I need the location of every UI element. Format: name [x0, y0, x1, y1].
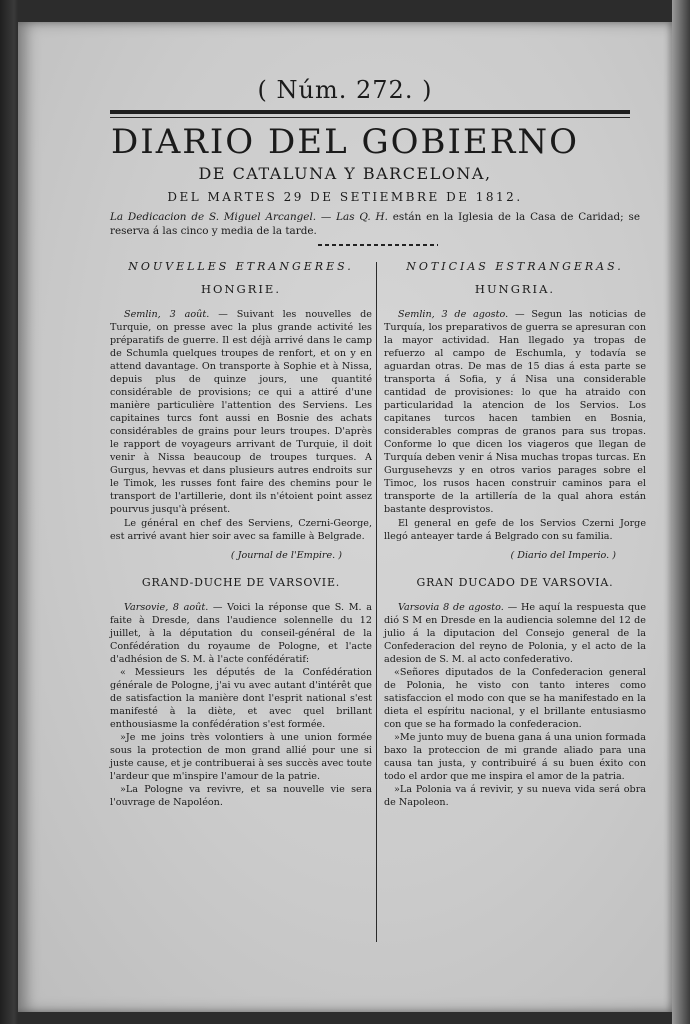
- dedication-notice: [110, 210, 640, 238]
- newspaper-page: [18, 22, 672, 1012]
- spanish-quote-1: «Señores diputados de la Confederacion general de Polonia, he visto con tanto interes como satisfaccion el modo con que se ha manifestado en la dieta el espíritu nacional, y el brillante entusiasmo con que se ha formado la confederacion.: [384, 667, 646, 730]
- page-edge-shadow: [672, 0, 690, 1024]
- spanish-article-hungria-text: — Segun las noticias de Turquía, los preparativos de guerra se apresuran con la mayor actividad. Han llegado ya tropas de refuerzo al campo de Eschumla, y todavía se aguardan otras. De mas de 15 dias á esta parte se transporta á Sofia, y á Nisa una considerable cantidad de provisiones: lo que ha atraido con particularidad la atencion de los Servios. Los capitanes turcos hacen tambien en Bosnia, considerables compras de granos para sus tropas. Conforme lo que dicen los viageros que llegan de Turquía deben venir á Nisa muchas tropas turcas. En Gurgusehevzs y en otros varios parages sobre el Timoc, los rusos hacen construir caminos para el transporte de la artillería de la qual ahora están bastante desprovistos.: [384, 309, 646, 515]
- spanish-article-varsovia: [384, 601, 646, 666]
- french-dateline-varsovie: Varsovie, 8 août.: [124, 602, 209, 613]
- spanish-source-1: ( Diario del Imperio. ): [510, 550, 616, 561]
- french-quote-2: »Je me joins très volontiers à une union formée sous la protection de mon grand allié pour une si juste cause, et je contribuerai à ses succès avec toute l'ardeur que m'inspire l'amour de la patrie.: [110, 732, 372, 782]
- spanish-quote-2: »Me junto muy de buena gana á una union formada baxo la proteccion de mi grande aliado para una causa tan justa, y contribuiré á su buen éxito con todo el ardor que me inspira el amor de la patria.: [384, 732, 646, 782]
- french-article-hungary: [110, 308, 372, 516]
- dedication-lead: La Dedicacion de S. Miguel Arcangel. — Las Q. H.: [110, 211, 388, 223]
- french-source-1: ( Journal de l'Empire. ): [230, 550, 342, 561]
- spanish-quote-3: »La Polonia va á revivir, y su nueva vida será obra de Napoleon.: [384, 784, 646, 808]
- header-rule-thick: [110, 110, 630, 114]
- french-article-varsovie-text: — Voici la réponse que S. M. a faite à Dresde, dans l'audience solennelle du 12 juillet, à la députation du conseil-général de la Confédération du royaume de Pologne, et l'acte d'adhésion de S. M. à l'acte confédératif:: [110, 602, 372, 665]
- french-article-varsovie: [110, 601, 372, 666]
- spanish-dateline-semlin: Semlin, 3 de agosto.: [398, 309, 509, 320]
- french-article-hungary-text: — Suivant les nouvelles de Turquie, on presse avec la plus grande activité les préparatifs de guerre. Il est déjà arrivé dans le camp de Schumla quelques troupes de renfort, et on y en attend davantage. On transporte à Sophie et à Nissa, depuis plus de quinze jours, une quantité considérable de provisions; ce qui a attiré d'une manière particulière l'attention des Serviens. Les capitaines turcs font aussi en Bosnie des achats considérables de grains pour leurs troupes. D'après le rapport de voyageurs arrivant de Turquie, il doit venir à Nissa beaucoup de troupes turques. A Gurgus, hevvas et dans plusieurs autres endroits sur le Timok, les russes font faire des chemins pour le transport de l'artillerie, dont ils n'étoient point assez pourvus jusqu'à présent.: [110, 309, 372, 515]
- spanish-country-heading: HUNGRIA.: [474, 282, 556, 296]
- spanish-dateline-varsovia: Varsovia 8 de agosto.: [398, 602, 504, 613]
- spanish-article-czerni: El general en gefe de los Servios Czerni Jorge llegó anteayer tarde á Belgrado con su familia.: [384, 518, 646, 542]
- spanish-article-hungria: [384, 308, 646, 516]
- dedication-text: están en la Iglesia de la Casa de Caridad; se reserva á las cinco y media de la tarde.: [110, 211, 640, 237]
- spanish-section-title: NOTICIAS ESTRANGERAS.: [406, 260, 624, 273]
- french-dateline-semlin: Semlin, 3 août.: [124, 309, 210, 320]
- french-article-czerni: Le général en chef des Serviens, Czerni-George, est arrivé avant hier soir avec sa famille à Belgrade.: [110, 518, 372, 542]
- french-section-title: NOUVELLES ETRANGERES.: [128, 260, 354, 273]
- spanish-column: [384, 260, 646, 809]
- newspaper-subtitle: DE CATALUNA Y BARCELONA,: [198, 164, 492, 183]
- french-heading-varsovie: GRAND-DUCHE DE VARSOVIE.: [141, 576, 341, 589]
- issue-date: DEL MARTES 29 DE SETIEMBRE DE 1812.: [167, 190, 523, 204]
- french-quote-3: »La Pologne va revivre, et sa nouvelle vie sera l'ouvrage de Napoléon.: [110, 784, 372, 808]
- french-quote-1: « Messieurs les députés de la Confédération générale de Pologne, j'ai vu avec autant d'intérêt que de satisfaction la manière dont l'esprit national s'est manifesté à la diète, et avec quel brillant enthousiasme la confédération s'est formée.: [110, 667, 372, 730]
- issue-number: ( Núm. 272. ): [257, 76, 433, 104]
- spanish-article-varsovia-text: — He aquí la respuesta que dió S M en Dresde en la audiencia solemne del 12 de julio á la diputacion del Consejo general de la Confederacion del reyno de Polonia, y el acto de la adesion de S. M. al acto confederativo.: [384, 602, 646, 665]
- spanish-heading-varsovia: GRAN DUCADO DE VARSOVIA.: [416, 576, 614, 589]
- newspaper-title: DIARIO DEL GOBIERNO: [111, 122, 579, 162]
- header-rule-thin: [110, 117, 630, 118]
- header-ornament: [318, 244, 438, 246]
- french-column: [110, 260, 372, 809]
- column-divider: [376, 262, 377, 942]
- french-country-heading: HONGRIE.: [201, 282, 281, 296]
